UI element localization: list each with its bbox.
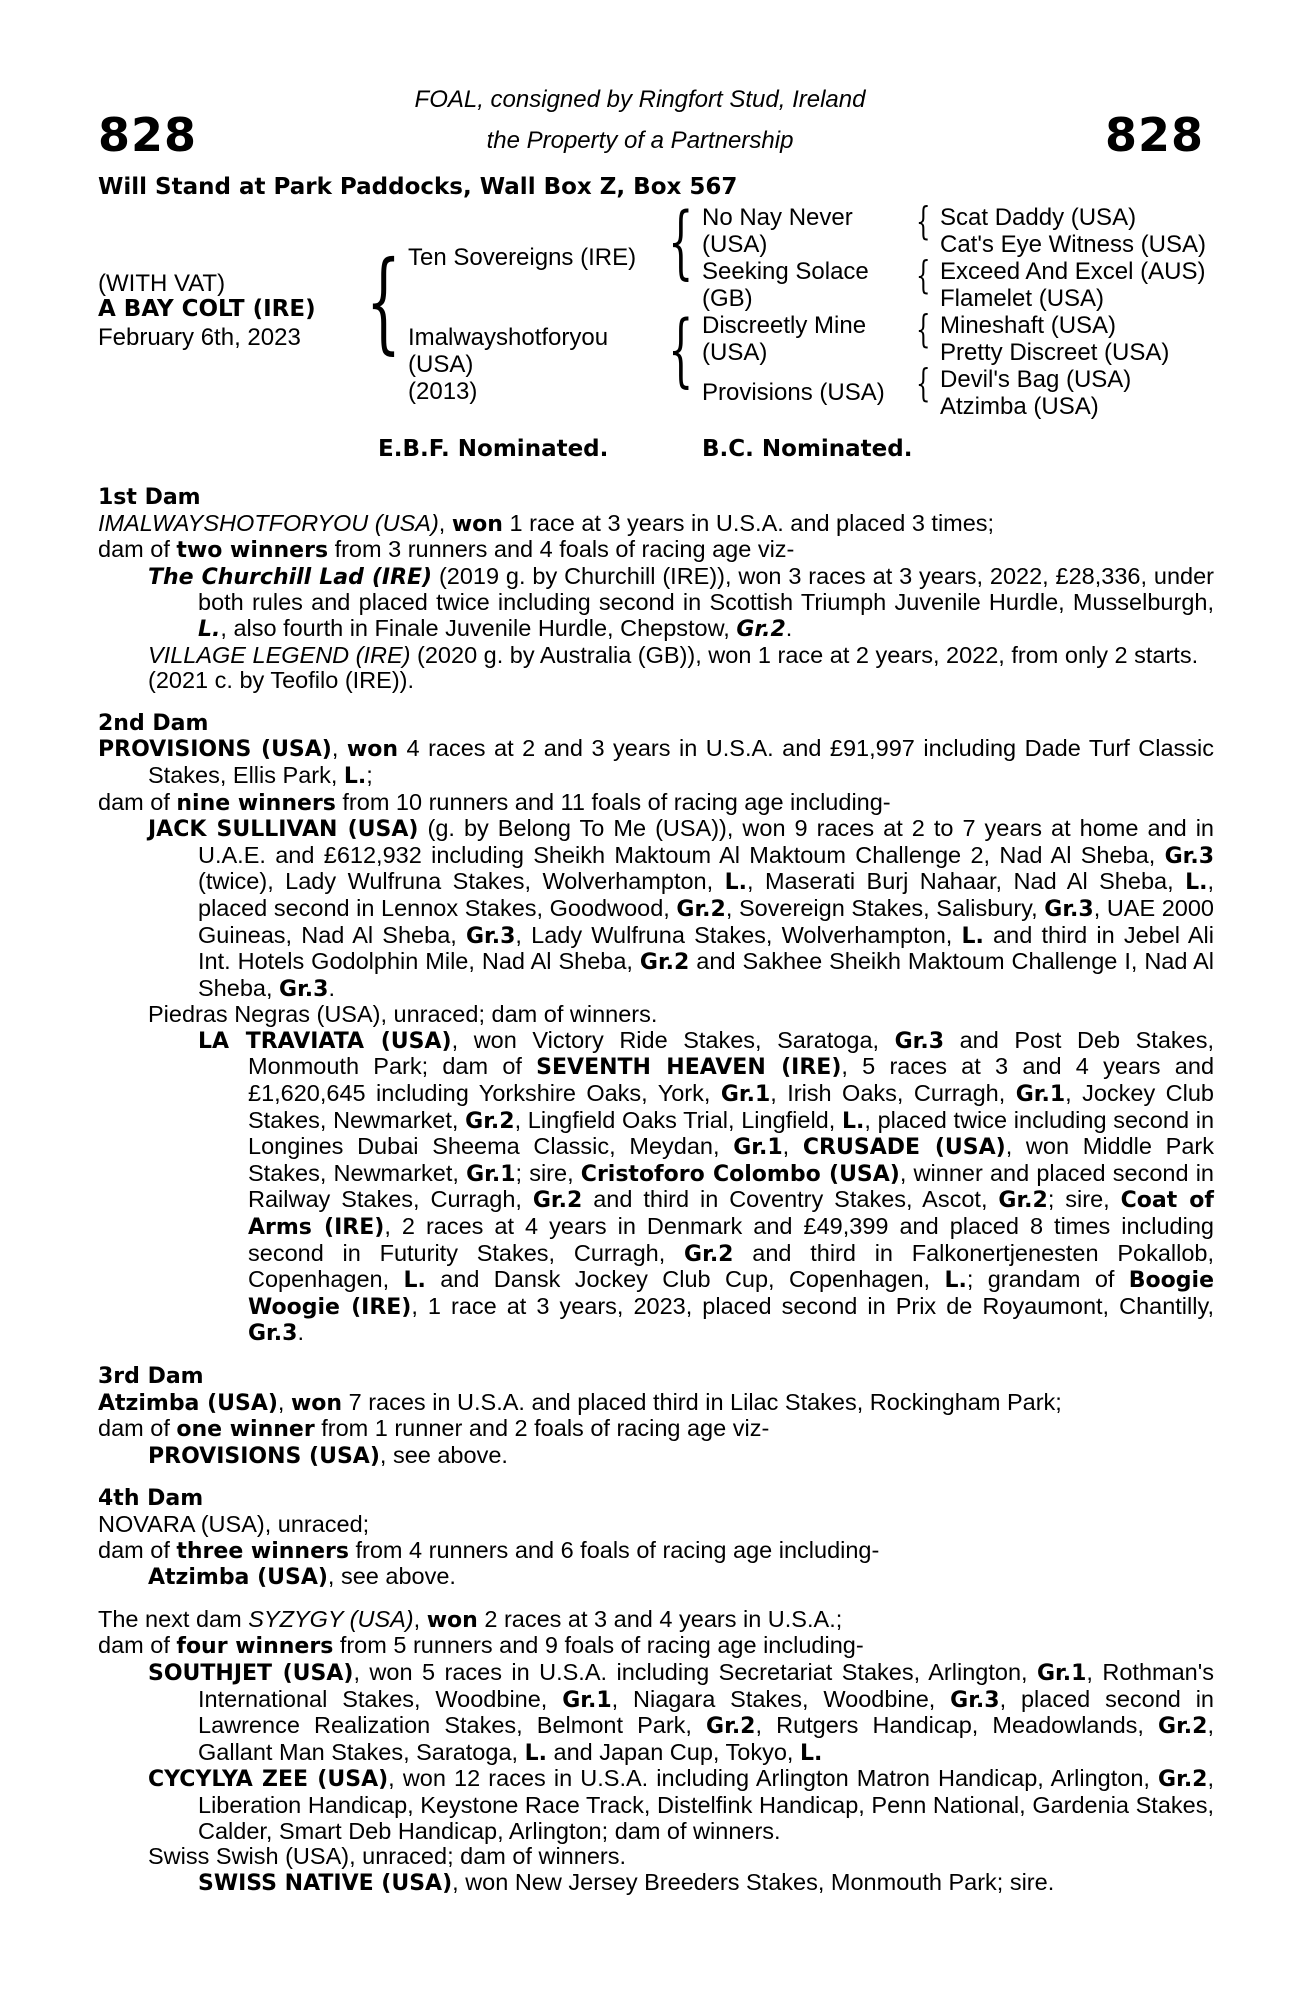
lot-number-right: 828 <box>1104 108 1204 162</box>
sire-dam-line2: (GB) <box>702 285 753 312</box>
brace-g2: { <box>916 253 931 297</box>
dam-line3: (2013) <box>408 378 478 405</box>
brace-dam: { <box>668 303 694 396</box>
dam-line1: Imalwayshotforyou <box>408 324 609 351</box>
lot-subject-name: A BAY COLT (IRE) <box>98 296 316 322</box>
progeny-entry: CYCYLYA ZEE (USA), won 12 races in U.S.A. including Arlington Matron Handicap, Arlington, Gr.2, Liberation Handicap, Keystone Race Track, Distelfink Handicap, Penn National, Gardenia Stakes, Calder, Smart Deb Handicap, Arlington; dam of winners. <box>148 1765 1215 1844</box>
dam-sire-line1: Discreetly Mine <box>702 312 867 339</box>
next-dam-produce-summary: dam of four winners from 5 runners and 9 foals of racing age including- <box>98 1632 864 1660</box>
fourth-dam-record: NOVARA (USA), unraced; <box>98 1510 370 1537</box>
ggdam-1: Cat's Eye Witness (USA) <box>940 231 1206 258</box>
property-line: the Property of a Partnership <box>486 127 794 154</box>
vat-note: (WITH VAT) <box>98 270 226 297</box>
foaling-date: February 6th, 2023 <box>98 324 301 351</box>
second-dam-heading: 2nd Dam <box>98 710 209 736</box>
first-dam-produce-summary: dam of two winners from 3 runners and 4 foals of racing age viz- <box>98 536 795 564</box>
dam-sire-line2: (USA) <box>702 339 768 366</box>
progeny-entry: Swiss Swish (USA), unraced; dam of winners. <box>148 1843 626 1870</box>
brace-g3: { <box>916 307 931 351</box>
dam-dam: Provisions (USA) <box>702 379 885 406</box>
progeny-entry: Piedras Negras (USA), unraced; dam of winners. <box>148 1001 658 1028</box>
bc-nominated: B.C. Nominated. <box>702 436 913 462</box>
progeny-entry: PROVISIONS (USA), see above. <box>148 1441 508 1469</box>
progeny-entry: (2021 c. by Teofilo (IRE)). <box>148 667 415 694</box>
progeny-entry: SWISS NATIVE (USA), won New Jersey Breeders Stakes, Monmouth Park; sire. <box>198 1868 1055 1896</box>
third-dam-produce-summary: dam of one winner from 1 runner and 2 foals of racing age viz- <box>98 1415 770 1443</box>
second-dam-record: PROVISIONS (USA), won 4 races at 2 and 3 years in U.S.A. and £91,997 including Dade Turf Classic Stakes, Ellis Park, L.; <box>98 735 1215 789</box>
third-dam-heading: 3rd Dam <box>98 1364 204 1389</box>
stand-location: Will Stand at Park Paddocks, Wall Box Z, Box 567 <box>98 174 738 200</box>
brace-g4: { <box>916 361 931 405</box>
progeny-entry: VILLAGE LEGEND (IRE) (2020 g. by Australia (GB)), won 1 race at 2 years, 2022, from only 2 starts. <box>148 641 1199 668</box>
progeny-entry: The Churchill Lad (IRE) (2019 g. by Churchill (IRE)), won 3 races at 3 years, 2022, £28,336, under both rules and placed twice including second in Scottish Triumph Juvenile Hurdle, Musselburgh, L., also fourth in Finale Juvenile Hurdle, Chepstow, Gr.2. <box>148 562 1214 642</box>
first-dam-heading: 1st Dam <box>98 485 201 510</box>
progeny-entry: SOUTHJET (USA), won 5 races in U.S.A. including Secretariat Stakes, Arlington, Gr.1, Rothman's International Stakes, Woodbine, Gr.1, Niagara Stakes, Woodbine, Gr.3, placed second in Lawrence Realization Stakes, Belmont Park, Gr.2, Rutgers Handicap, Meadowlands, Gr.2, Gallant Man Stakes, Saratoga, L. and Japan Cup, Tokyo, L. <box>148 1658 1214 1766</box>
ggdam-4: Atzimba (USA) <box>940 393 1099 420</box>
dam-line2: (USA) <box>408 351 474 378</box>
sire-dam-line1: Seeking Solace <box>702 258 869 285</box>
fourth-dam-heading: 4th Dam <box>98 1486 204 1512</box>
ggdam-3: Pretty Discreet (USA) <box>940 339 1170 366</box>
ggsire-3: Mineshaft (USA) <box>940 312 1117 339</box>
brace-sire: { <box>668 195 694 288</box>
sire-sire-line1: No Nay Never <box>702 204 853 231</box>
ggsire-4: Devil's Bag (USA) <box>940 366 1132 393</box>
sire: Ten Sovereigns (IRE) <box>408 244 637 271</box>
third-dam-record: Atzimba (USA), won 7 races in U.S.A. and placed third in Lilac Stakes, Rockingham Park; <box>98 1388 1062 1416</box>
first-dam-record: IMALWAYSHOTFORYOU (USA), won 1 race at 3 years in U.S.A. and placed 3 times; <box>98 509 995 537</box>
ebf-nominated: E.B.F. Nominated. <box>378 436 609 462</box>
second-dam-produce-summary: dam of nine winners from 10 runners and 11 foals of racing age including- <box>98 788 891 816</box>
next-dam-record: The next dam SYZYGY (USA), won 2 races at 3 and 4 years in U.S.A.; <box>98 1605 843 1633</box>
lot-number-left: 828 <box>98 108 198 162</box>
consignor-line: FOAL, consigned by Ringfort Stud, Ireland <box>414 86 866 113</box>
ggdam-2: Flamelet (USA) <box>940 285 1105 312</box>
ggsire-1: Scat Daddy (USA) <box>940 204 1137 231</box>
brace-g1: { <box>916 199 931 243</box>
catalogue-body <box>98 484 1214 1896</box>
brace-main: { <box>366 237 401 365</box>
fourth-dam-produce-summary: dam of three winners from 4 runners and 6 foals of racing age including- <box>98 1536 880 1564</box>
progeny-entry: LA TRAVIATA (USA), won Victory Ride Stakes, Saratoga, Gr.3 and Post Deb Stakes, Monmouth Park; dam of SEVENTH HEAVEN (IRE), 5 races at 3 and 4 years and £1,620,645 including Yorkshire Oaks, York, Gr.1, Irish Oaks, Curragh, Gr.1, Jockey Club Stakes, Newmarket, Gr.2, Lingfield Oaks Trial, Lingfield, L., placed twice including second in Longines Dubai Sheema Classic, Meydan, Gr.1, CRUSADE (USA), won Middle Park Stakes, Newmarket, Gr.1; sire, Cristoforo Colombo (USA), winner and placed second in Railway Stakes, Curragh, Gr.2 and third in Coventry Stakes, Ascot, Gr.2; sire, Coat of Arms (IRE), 2 races at 4 years in Denmark and £49,399 and placed 8 times including second in Futurity Stakes, Curragh, Gr.2 and third in Falkonertjenesten Pokallob, Copenhagen, L. and Dansk Jockey Club Cup, Copenhagen, L.; grandam of Boogie Woogie (IRE), 1 race at 3 years, 2023, placed second in Prix de Royaumont, Chantilly, Gr.3. <box>198 1026 1215 1347</box>
sire-sire-line2: (USA) <box>702 231 768 258</box>
ggsire-2: Exceed And Excel (AUS) <box>940 258 1206 285</box>
progeny-entry: JACK SULLIVAN (USA) (g. by Belong To Me (USA)), won 9 races at 2 to 7 years at home and in U.A.E. and £612,932 including Sheikh Maktoum Al Maktoum Challenge 2, Nad Al Sheba, Gr.3 (twice), Lady Wulfruna Stakes, Wolverhampton, L., Maserati Burj Nahaar, Nad Al Sheba, L., placed second in Lennox Stakes, Goodwood, Gr.2, Sovereign Stakes, Salisbury, Gr.3, UAE 2000 Guineas, Nad Al Sheba, Gr.3, Lady Wulfruna Stakes, Wolverhampton, L. and third in Jebel Ali Int. Hotels Godolphin Mile, Nad Al Sheba, Gr.2 and Sakhee Sheikh Maktoum Challenge I, Nad Al Sheba, Gr.3. <box>148 815 1214 1002</box>
progeny-entry: Atzimba (USA), see above. <box>148 1563 456 1591</box>
